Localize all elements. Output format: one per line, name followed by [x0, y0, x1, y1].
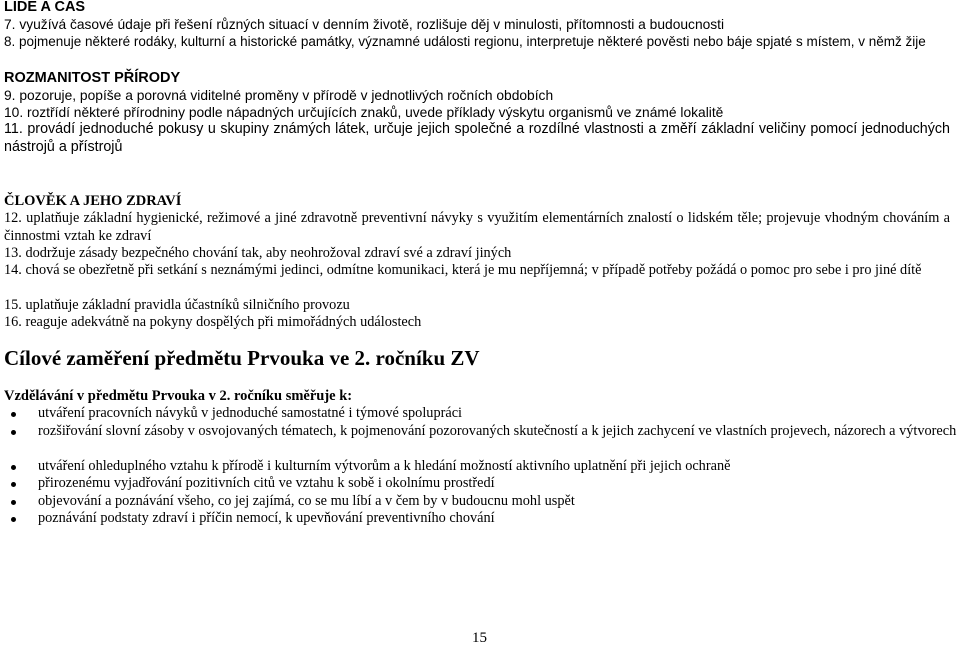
bullet-icon [11, 465, 16, 470]
goal-text: utváření ohleduplného vztahu k přírodě i kulturním výtvorům a k hledání možností aktivního uplatnění při jejich ochraně [38, 458, 731, 474]
outcome-7: 7. využívá časové údaje při řešení různých situací v denním životě, rozlišuje děj v minulosti, přítomnosti a budoucnosti [4, 17, 725, 32]
heading-clovek-a-jeho-zdravi: ČLOVĚK A JEHO ZDRAVÍ [4, 193, 182, 209]
bullet-icon [11, 500, 16, 505]
goal-item [0, 423, 960, 458]
bullet-icon [11, 412, 16, 417]
outcome-9: 9. pozoruje, popíše a porovná viditelné proměny v přírodě v jednotlivých ročních obdobích [4, 88, 554, 103]
heading-lide-a-cas: LIDÉ A ČAS [4, 0, 86, 15]
goal-item [0, 458, 960, 476]
outcome-16: 16. reaguje adekvátně na pokyny dospělých při mimořádných událostech [4, 314, 422, 330]
outcome-10: 10. roztřídí některé přírodniny podle nápadných určujících znaků, uvede příklady výskytu organismů ve známé lokalitě [4, 105, 724, 120]
goal-text: přirozenému vyjadřování pozitivních citů ve vztahu k sobě i okolnímu prostředí [38, 475, 495, 491]
goal-text: utváření pracovních návyků v jednoduché samostatné i týmové spolupráci [38, 405, 463, 421]
outcome-8: 8. pojmenuje některé rodáky, kulturní a historické památky, významné události regionu, interpretuje některé pověsti nebo báje spjaté s místem, v němž žije [4, 34, 926, 49]
outcome-14: 14. chová se obezřetně při setkání s neznámými jedinci, odmítne komunikaci, která je mu nepříjemná; v případě potřeby požádá o pomoc pro sebe i pro jiné dítě [4, 262, 922, 278]
bullet-icon [11, 430, 16, 435]
bullet-icon [11, 482, 16, 487]
goal-item [0, 493, 960, 511]
goal-text: poznávání podstaty zdraví i příčin nemocí, k upevňování preventivního chování [38, 510, 495, 526]
outcome-12: 12. uplatňuje základní hygienické, režimové a jiné zdravotně preventivní návyky s využitím elementárních znalostí o lidském těle; projevuje vhodným chováním a činnostmi vztah ke zdraví [4, 210, 950, 244]
page-number: 15 [472, 630, 487, 646]
section-title: Cílové zaměření předmětu Prvouka ve 2. ročníku ZV [4, 346, 480, 370]
heading-rozmanitost-prirody: ROZMANITOST PŘÍRODY [4, 70, 181, 86]
outcome-15: 15. uplatňuje základní pravidla účastníků silničního provozu [4, 297, 350, 313]
goal-item [0, 510, 960, 528]
goals-subheading: Vzdělávání v předmětu Prvouka v 2. ročníku směřuje k: [4, 388, 353, 404]
goal-item [0, 475, 960, 493]
goal-text: objevování a poznávání všeho, co jej zajímá, co se mu líbí a v čem by v budoucnu mohl uspět [38, 493, 575, 509]
outcome-13: 13. dodržuje zásady bezpečného chování tak, aby neohrožoval zdraví své a zdraví jiných [4, 245, 512, 261]
bullet-icon [11, 517, 16, 522]
goal-item [0, 405, 960, 423]
outcome-11: 11. provádí jednoduché pokusy u skupiny známých látek, určuje jejich společné a rozdílné vlastnosti a změří základní veličiny pomocí jednoduchých nástrojů a přístrojů [4, 121, 950, 155]
goal-text: rozšiřování slovní zásoby v osvojovaných tématech, k pojmenování pozorovaných skutečností a k jejich zachycení ve vlastních projevech, názorech a výtvorech [38, 423, 957, 439]
